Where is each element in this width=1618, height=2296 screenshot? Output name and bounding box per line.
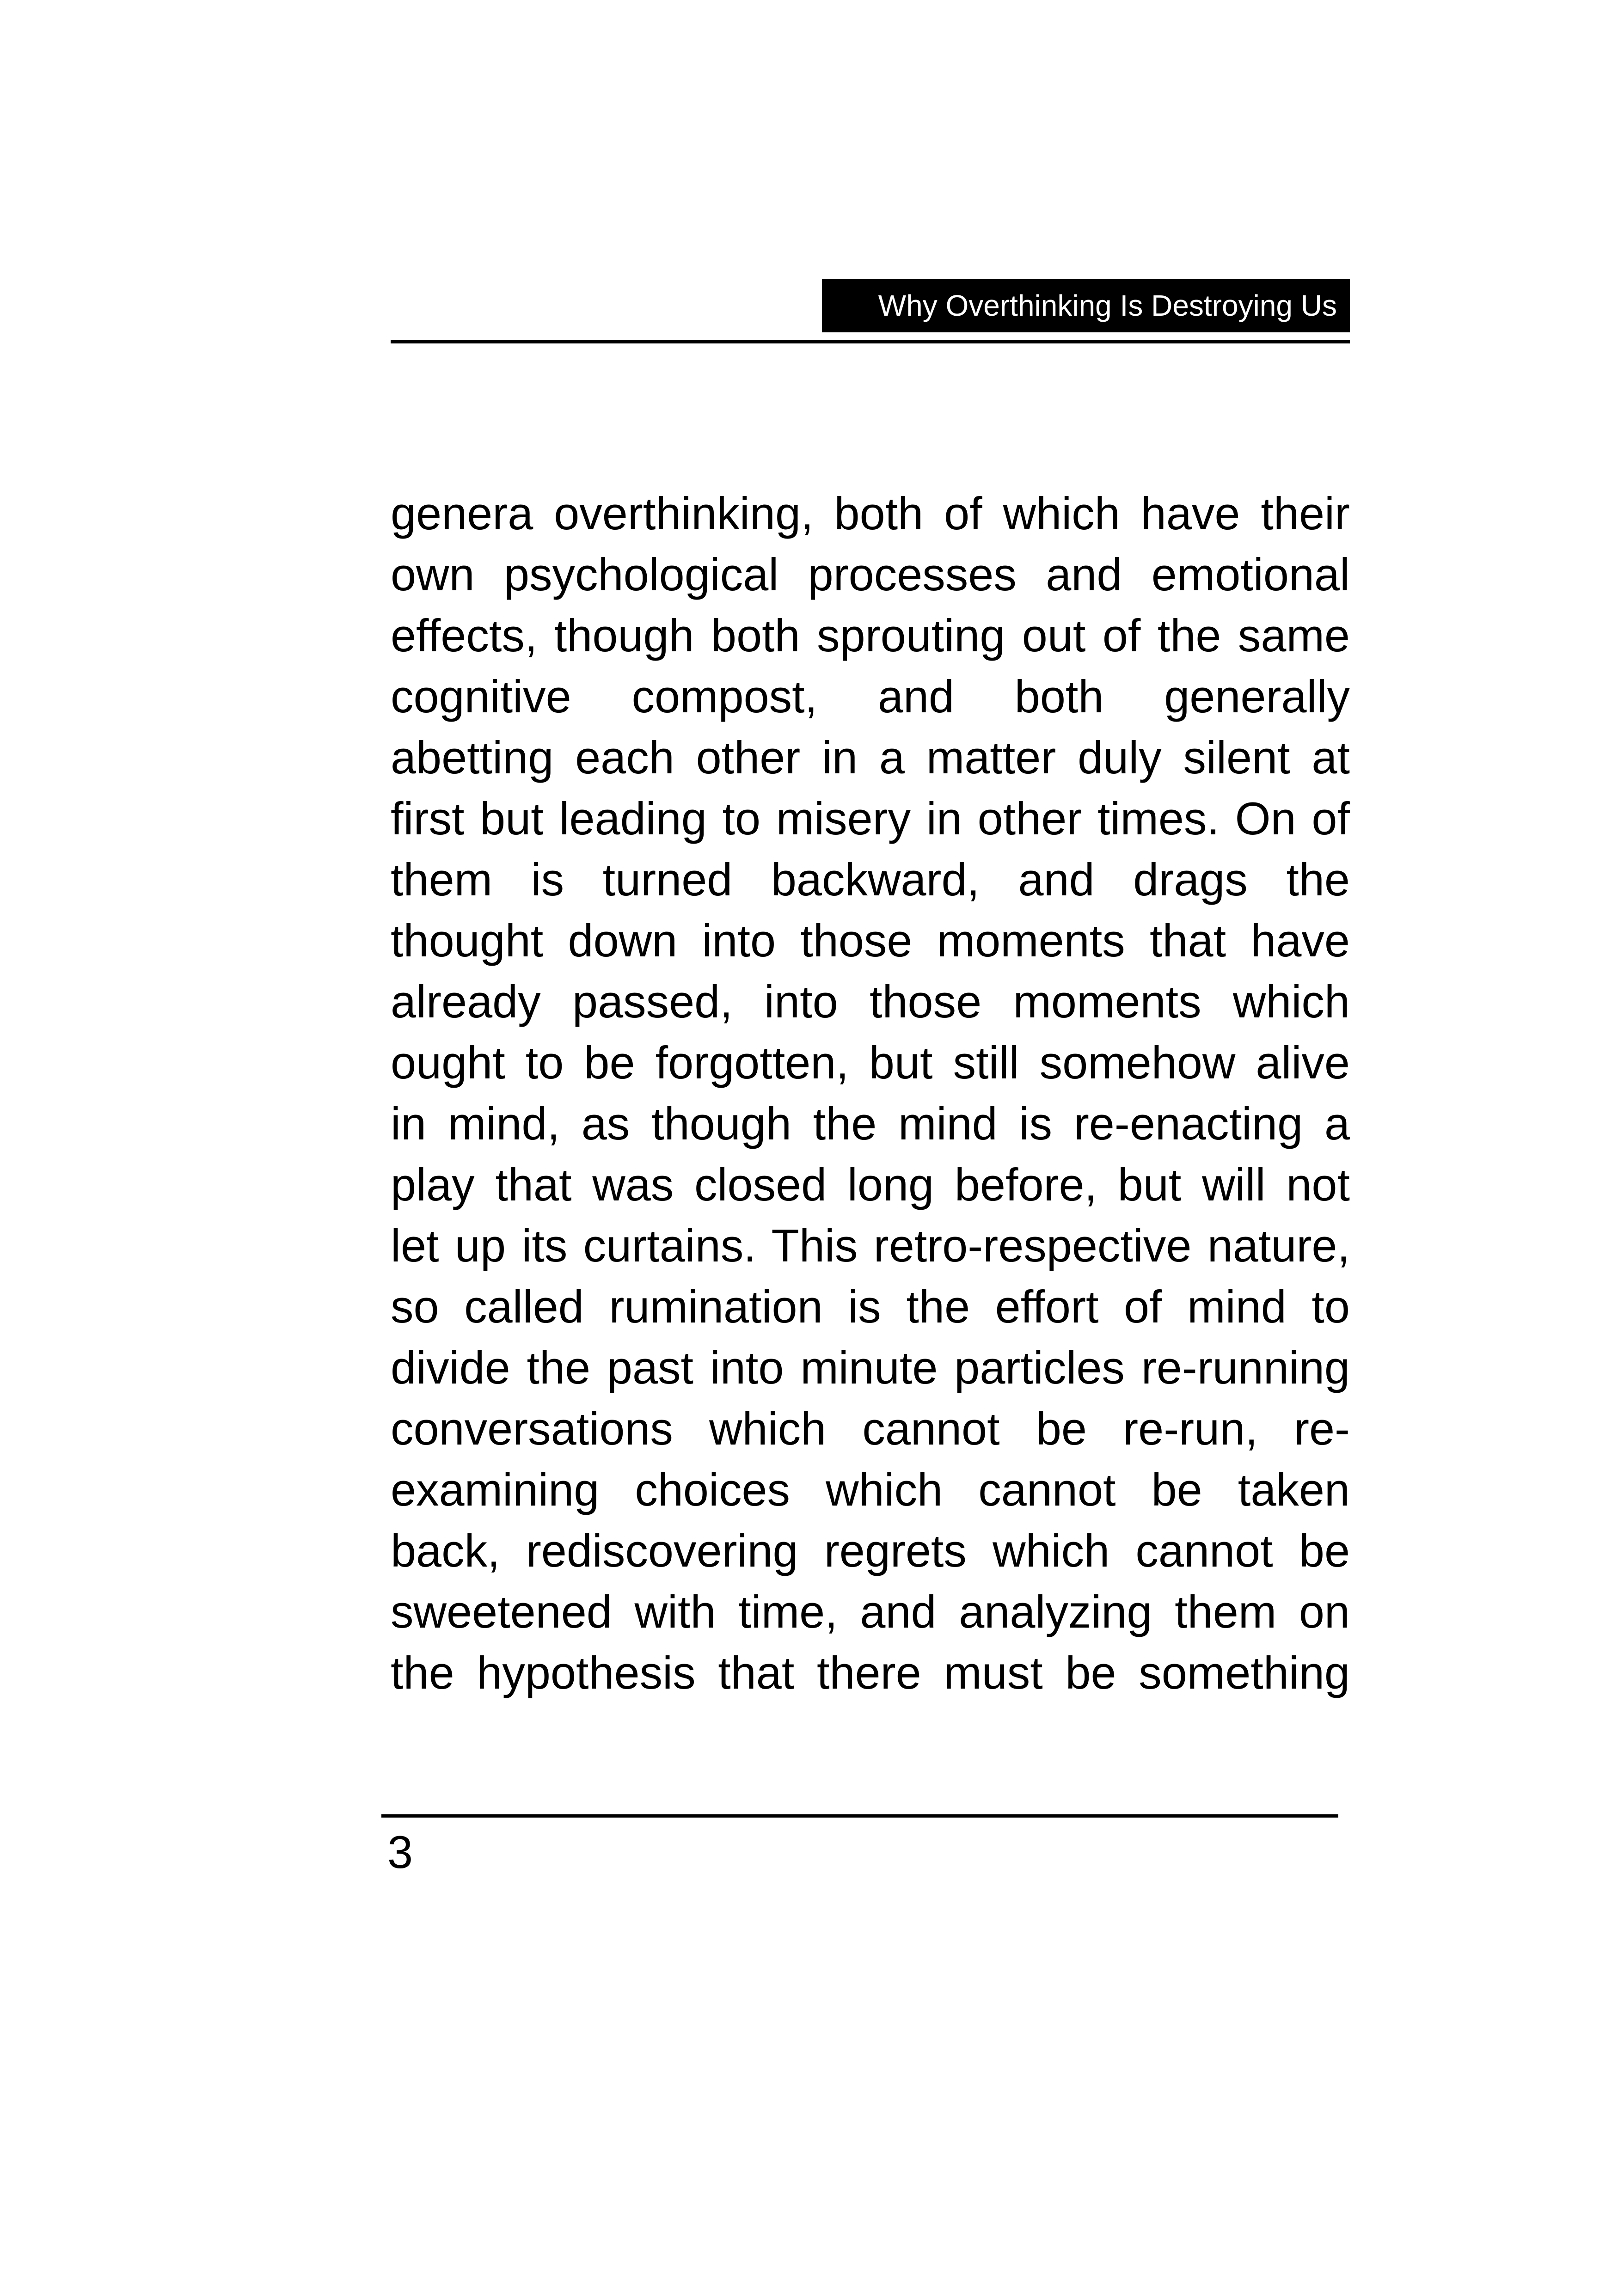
body-line: cognitive compost, and both generally bbox=[391, 671, 1350, 722]
body-line: already passed, into those moments which bbox=[391, 976, 1350, 1027]
body-line: abetting each other in a matter duly silent at bbox=[391, 732, 1350, 783]
body-text bbox=[391, 483, 1350, 1703]
body-line: examining choices which cannot be taken bbox=[391, 1464, 1350, 1515]
body-line: first but leading to misery in other times. On of bbox=[391, 793, 1350, 844]
body-line: back, rediscovering regrets which cannot be bbox=[391, 1525, 1350, 1576]
header-rule bbox=[391, 340, 1350, 343]
body-line: conversations which cannot be re-run, re- bbox=[391, 1403, 1350, 1454]
body-line: them is turned backward, and drags the bbox=[391, 854, 1350, 905]
body-line: so called rumination is the effort of mind to bbox=[391, 1281, 1350, 1332]
body-line: play that was closed long before, but will not bbox=[391, 1159, 1350, 1210]
body-line: thought down into those moments that have bbox=[391, 915, 1350, 966]
body-line: let up its curtains. This retro-respective nature, bbox=[391, 1220, 1350, 1271]
running-header: Why Overthinking Is Destroying Us bbox=[822, 279, 1350, 332]
body-line: sweetened with time, and analyzing them on bbox=[391, 1586, 1350, 1637]
body-line: effects, though both sprouting out of the same bbox=[391, 610, 1350, 661]
body-line: own psychological processes and emotional bbox=[391, 549, 1350, 600]
body-line: the hypothesis that there must be something bbox=[391, 1647, 1350, 1698]
body-line: divide the past into minute particles re-running bbox=[391, 1342, 1350, 1393]
body-line: in mind, as though the mind is re-enacting a bbox=[391, 1098, 1350, 1149]
body-line: genera overthinking, both of which have their bbox=[391, 488, 1350, 539]
body-line: ought to be forgotten, but still somehow alive bbox=[391, 1037, 1350, 1088]
page-number: 3 bbox=[387, 1826, 413, 1878]
footer-rule bbox=[381, 1814, 1338, 1818]
